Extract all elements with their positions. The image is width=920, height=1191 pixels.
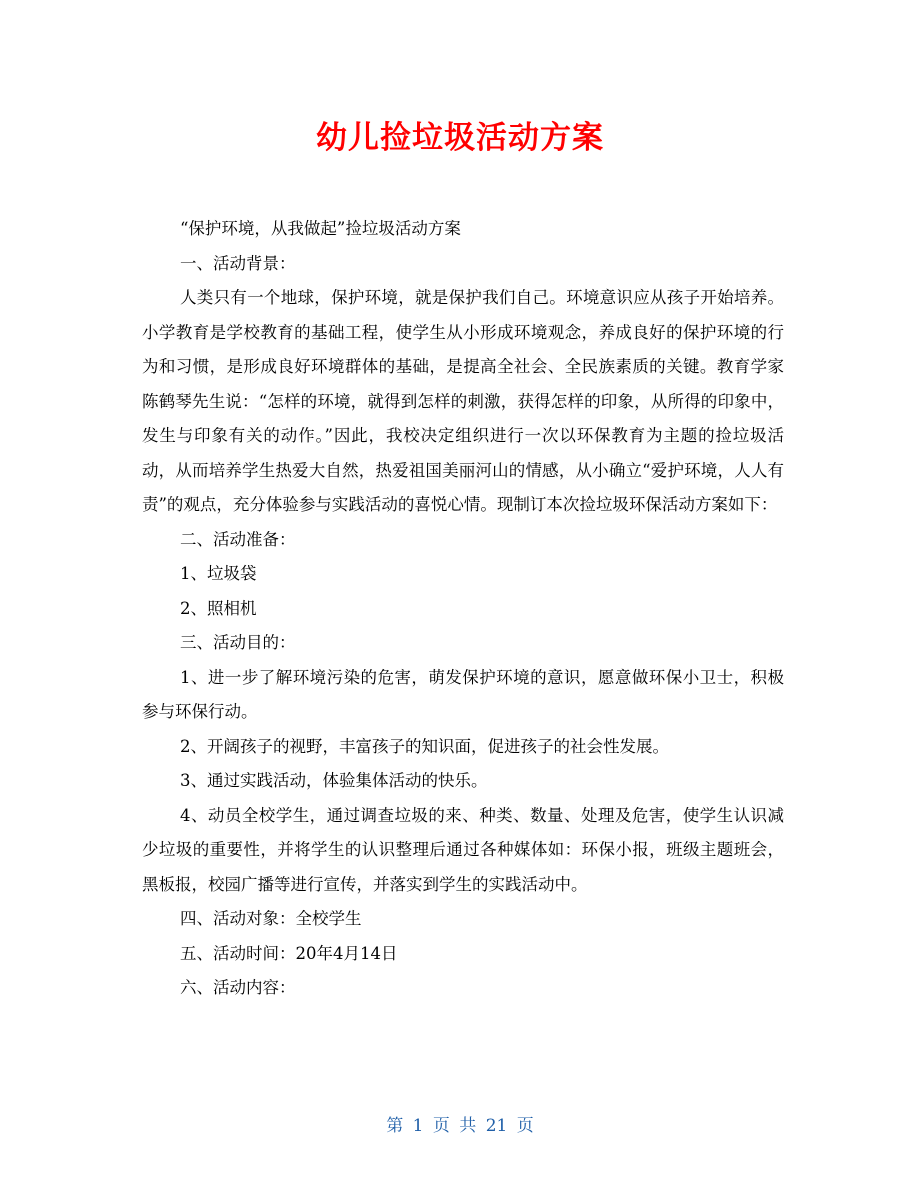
list-item-camera: 2、照相机 [180,598,257,618]
document-body [142,212,784,1006]
purpose-item-2: 2、开阔孩子的视野，丰富孩子的知识面，促进孩子的社会性发展。 [180,736,669,756]
section-heading-participants: 四、活动对象：全校学生 [180,909,362,928]
purpose-item-4: 4、动员全校学生，通过调查垃圾的来、种类、数量、处理及危害，使学生认识减少垃圾的重要性，并将学生的认识整理后通过各种媒体如：环保小报，班级主题班会，黑板报，校园广播等进行宣传，并落实到学生的实践活动中。 [142,805,784,894]
document-title: 幼儿捡垃圾活动方案 [316,120,604,156]
section-heading-purpose: 三、活动目的： [180,633,296,652]
page-footer: 第 1 页 共 21 页 [386,1116,534,1136]
paragraph-subtitle: “保护环境，从我做起”捡垃圾活动方案 [180,219,461,238]
list-item-garbage-bag: 1、垃圾袋 [180,564,257,583]
section-heading-background: 一、活动背景： [180,253,296,273]
section-heading-time: 五、活动时间：20年4月14日 [180,943,398,963]
section-heading-content: 六、活动内容： [180,978,296,997]
purpose-item-3: 3、通过实践活动，体验集体活动的快乐。 [180,771,488,790]
purpose-item-1: 1、进一步了解环境污染的危害，萌发保护环境的意识，愿意做环保小卫士，积极参与环保行动。 [142,667,784,721]
section-heading-preparation: 二、活动准备： [180,529,296,549]
paragraph-background: 人类只有一个地球，保护环境，就是保护我们自己。环境意识应从孩子开始培养。小学教育是学校教育的基础工程，使学生从小形成环境观念，养成良好的保护环境的行为和习惯，是形成良好环境群体的基础，是提高全社会、全民族素质的关键。教育学家陈鹤琴先生说：“怎样的环境，就得到怎样的刺激，获得怎样的印象，从所得的印象中，发生与印象有关的动作。”因此，我校决定组织进行一次以环保教育为主题的捡垃圾活动，从而培养学生热爱大自然，热爱祖国美丽河山的情感，从小确立“爱护环境，人人有责”的观点，充分体验参与实践活动的喜悦心情。现制订本次捡垃圾环保活动方案如下： [142,288,784,514]
